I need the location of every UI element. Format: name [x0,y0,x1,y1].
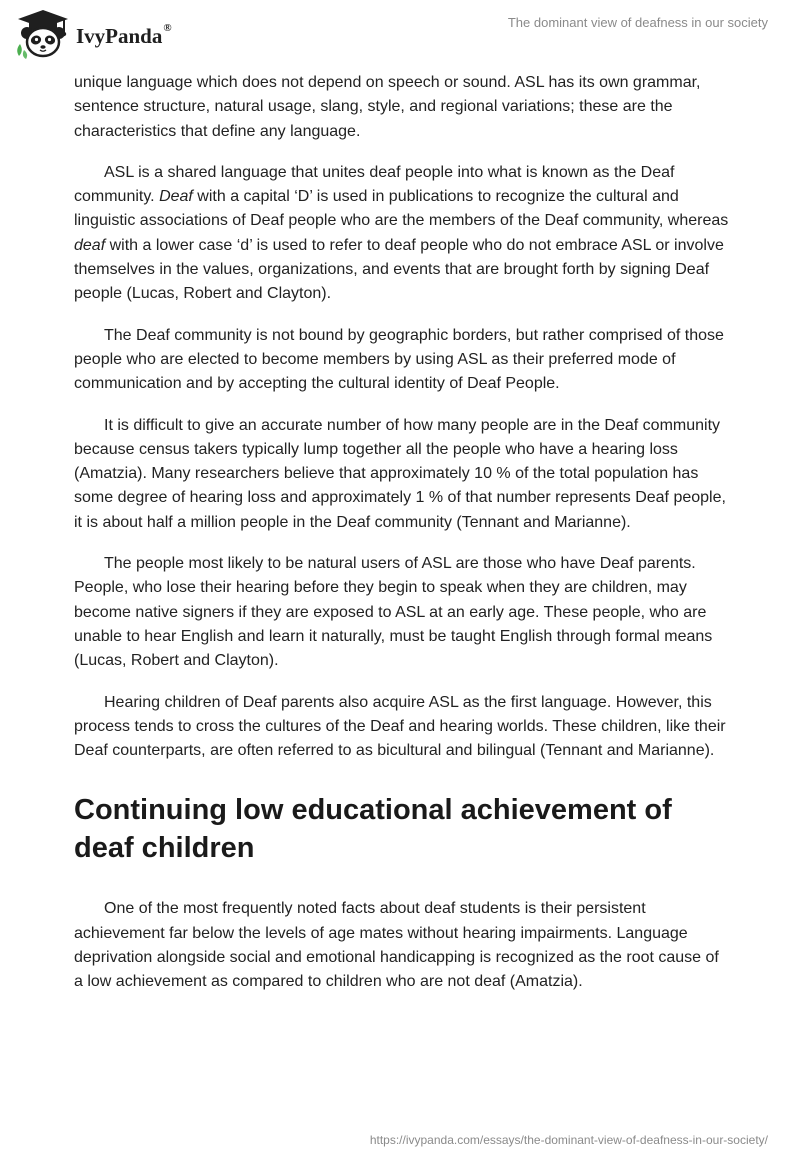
paragraph [74,414,730,535]
panda-graduate-icon [14,8,72,60]
section-heading: Continuing low educational achievement of deaf children [74,794,672,865]
paragraph [74,897,730,994]
text-run: The people most likely to be natural users of ASL are those who have Deaf parents. People, who lose their hearing before they begin to speak when they are children, may become native signers if they are exposed to ASL at an early age. These people, who are unable to hear English and learn it naturally, must be taught English through formal means (Lucas, Robert and Clayton). [74,555,713,670]
paragraph [74,552,730,673]
brand-name: IvyPanda® [76,22,172,48]
paragraph [74,324,730,397]
paragraph-group [74,71,730,763]
paragraph [74,71,730,144]
text-run: with a capital ‘D’ is used in publications to recognize the cultural and linguistic associations of Deaf people who are the members of the Deaf community, whereas [74,188,729,230]
section-paragraph-group [74,897,730,994]
emphasized-text: Deaf [159,188,193,206]
document-title: The dominant view of deafness in our society [507,15,768,30]
paragraph [74,161,730,307]
ivypanda-logo[interactable] [14,8,214,60]
text-run: unique language which does not depend on speech or sound. ASL has its own grammar, sentence structure, natural usage, slang, style, and regional variations; these are the characteristics that define any language. [74,74,701,140]
text-run: It is difficult to give an accurate number of how many people are in the Deaf community because census takers typically lump together all the people who have a hearing loss (Amatzia). Many researchers believe that approximately 10 % of the total population has some degree of hearing loss and approximately 1 % of that number represents Deaf people, it is about half a million people in the Deaf community (Tennant and Marianne). [74,416,726,531]
emphasized-text: deaf [74,236,106,254]
essay-body [74,71,730,1012]
text-run: The Deaf community is not bound by geographic borders, but rather comprised of those people who are elected to become members by using ASL as their preferred mode of communication and by accepting the cultural identity of Deaf People. [74,326,724,393]
registered-mark: ® [163,22,172,34]
text-run: with a lower case ‘d’ is used to refer to deaf people who do not embrace ASL or involve themselves in the values, organizations, and events that are brought forth by signing Deaf people (Lucas, Robert and Clayton). [74,236,724,303]
text-run: ASL is a shared language that unites deaf people into what is known as the Deaf community. [74,163,675,206]
paragraph [74,691,730,764]
source-url[interactable]: https://ivypanda.com/essays/the-dominant-view-of-deafness-in-our-society/ [369,1133,768,1147]
page-header [0,0,800,68]
text-run: One of the most frequently noted facts about deaf students is their persistent achievement far below the levels of age mates without hearing impairments. Language deprivation alongside social and emotional handicapping is recognized as the root cause of a low achievement as compared to children who are not deaf (Amatzia). [74,900,719,991]
text-run: Hearing children of Deaf parents also acquire ASL as the first language. However, this process tends to cross the cultures of the Deaf and hearing worlds. These children, like their Deaf counterparts, are often referred to as bicultural and bilingual (Tennant and Marianne). [74,693,726,760]
